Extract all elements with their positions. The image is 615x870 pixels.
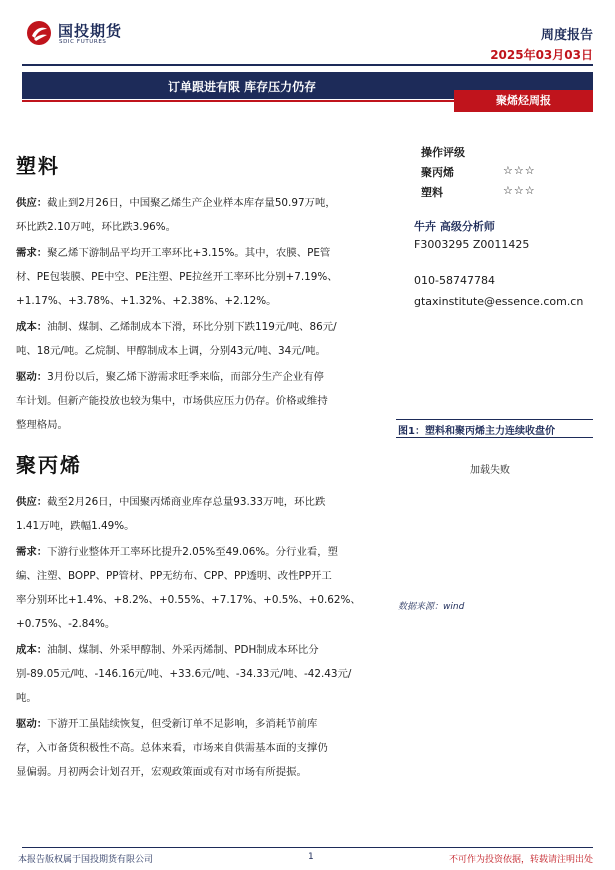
paragraph-line: 吨、18元/吨。乙烷制、甲醇制成本上调，分别43元/吨、34元/吨。: [16, 345, 326, 357]
rating-name: 聚丙烯: [421, 166, 454, 179]
rating-row-pp: [421, 164, 551, 180]
paragraph-line: 聚乙烯下游制品平均开工率环比+3.15%。其中，农膜、PE管: [47, 247, 331, 259]
analyst-name: 牛卉 高级分析师: [414, 220, 495, 233]
sdic-logo-icon: [26, 20, 52, 46]
paragraph-line: 下游行业整体开工率环比提升2.05%至49.06%。分行业看，塑: [47, 546, 339, 558]
paragraph: [16, 638, 384, 710]
paragraph-line: 整理格局。: [16, 419, 68, 431]
paragraph-line: 环比跌2.10万吨，环比跌3.96%。: [16, 221, 177, 233]
paragraph: [16, 490, 384, 538]
footer-copyright: 本报告版权属于国投期货有限公司: [18, 855, 154, 865]
paragraph-line: 截至2月26日，中国聚丙烯商业库存总量93.33万吨，环比跌: [47, 496, 326, 508]
paragraph: [16, 241, 384, 313]
paragraph-line: 油制、煤制、外采甲醇制、外采丙烯制、PDH制成本环比分: [47, 644, 319, 656]
rating-name: 塑料: [421, 186, 443, 199]
plastic-body: [16, 191, 384, 437]
figure-rule-bottom: [396, 437, 593, 438]
section-title-plastic: 塑料: [16, 154, 60, 178]
analyst-license-ids: F3003295 Z0011425: [414, 238, 530, 251]
logo-text-cn: 国投期货: [58, 22, 123, 40]
paragraph: [16, 191, 384, 239]
paragraph-line: 别-89.05元/吨、-146.16元/吨、+33.6元/吨、-34.33元/吨、-42.43元/: [16, 668, 352, 680]
paragraph-line: 编、注塑、BOPP、PP管材、PP无纺布、CPP、PP透明、改性PP开工: [16, 570, 332, 582]
paragraph-line: 显偏弱。月初两会计划召开，宏观政策面或有对市场有所提振。: [16, 766, 307, 778]
figure-load-failed: 加载失败: [470, 465, 510, 476]
paragraph-line: 截止到2月26日，中国聚乙烯生产企业样本库存量50.97万吨，: [47, 197, 336, 209]
paragraph-line: 油制、煤制、乙烯制成本下滑，环比分别下跌119元/吨、86元/: [47, 321, 337, 333]
paragraph-line: 存，入市备货积极性不高。总体来看，市场来自供需基本面的支撑仍: [16, 742, 328, 754]
footer-disclaimer: 不可作为投资依据，转载请注明出处: [448, 855, 593, 865]
paragraph-line: 1.41万吨，跌幅1.49%。: [16, 520, 135, 532]
analyst-email[interactable]: gtaxinstitute@essence.com.cn: [414, 295, 584, 308]
paragraph-label: 需求：: [16, 546, 48, 558]
report-series-tag: 聚烯烃周报: [454, 90, 593, 112]
paragraph-label: 需求：: [16, 247, 48, 259]
figure-source: 数据来源：wind: [398, 602, 465, 612]
paragraph-label: 供应：: [16, 496, 48, 508]
paragraph-line: +1.17%、+3.78%、+1.32%、+2.38%、+2.12%。: [16, 295, 277, 307]
page-number: 1: [308, 852, 314, 862]
paragraph: [16, 365, 384, 437]
paragraph: [16, 540, 384, 636]
rating-row-plastic: [421, 184, 551, 200]
rating-stars: ☆☆☆: [503, 164, 536, 177]
paragraph-line: 吨。: [16, 692, 37, 704]
paragraph-line: 材、PE包装膜、PE中空、PE注塑、PE拉丝开工率环比分别+7.19%、: [16, 271, 338, 283]
paragraph: [16, 315, 384, 363]
main-content: [16, 150, 384, 786]
rating-stars: ☆☆☆: [503, 184, 536, 197]
section-title-pp: 聚丙烯: [16, 453, 82, 477]
paragraph-line: +0.75%、-2.84%。: [16, 618, 116, 630]
paragraph-label: 供应：: [16, 197, 48, 209]
figure-caption: 图1：塑料和聚丙烯主力连续收盘价: [398, 426, 555, 437]
paragraph-line: 下游开工虽陆续恢复，但受新订单不足影响，多消耗节前库: [47, 718, 318, 730]
paragraph-line: 率分别环比+1.4%、+8.2%、+0.55%、+7.17%、+0.5%、+0.62%、: [16, 594, 361, 606]
footer-divider: [22, 847, 593, 848]
header-divider: [22, 64, 593, 66]
paragraph-label: 驱动：: [16, 718, 48, 730]
report-headline: 订单跟进有限 库存压力仍存: [168, 80, 317, 94]
paragraph-line: 3月份以后，聚乙烯下游需求旺季来临，而部分生产企业有停: [47, 371, 324, 383]
figure-rule-top: [396, 419, 593, 420]
analyst-phone: 010-58747784: [414, 274, 495, 287]
report-date: 2025年03月03日: [490, 48, 593, 62]
paragraph-label: 成本：: [16, 644, 48, 656]
paragraph-label: 驱动：: [16, 371, 48, 383]
pp-body: [16, 490, 384, 784]
logo-text-en: SDIC FUTURES: [59, 39, 107, 45]
company-logo: [26, 18, 146, 52]
paragraph: [16, 712, 384, 784]
paragraph-line: 车计划。但新产能投放也较为集中，市场供应压力仍存。价格或维持: [16, 395, 328, 407]
report-type: 周度报告: [540, 28, 593, 43]
rating-title: 操作评级: [421, 146, 465, 159]
paragraph-label: 成本：: [16, 321, 48, 333]
